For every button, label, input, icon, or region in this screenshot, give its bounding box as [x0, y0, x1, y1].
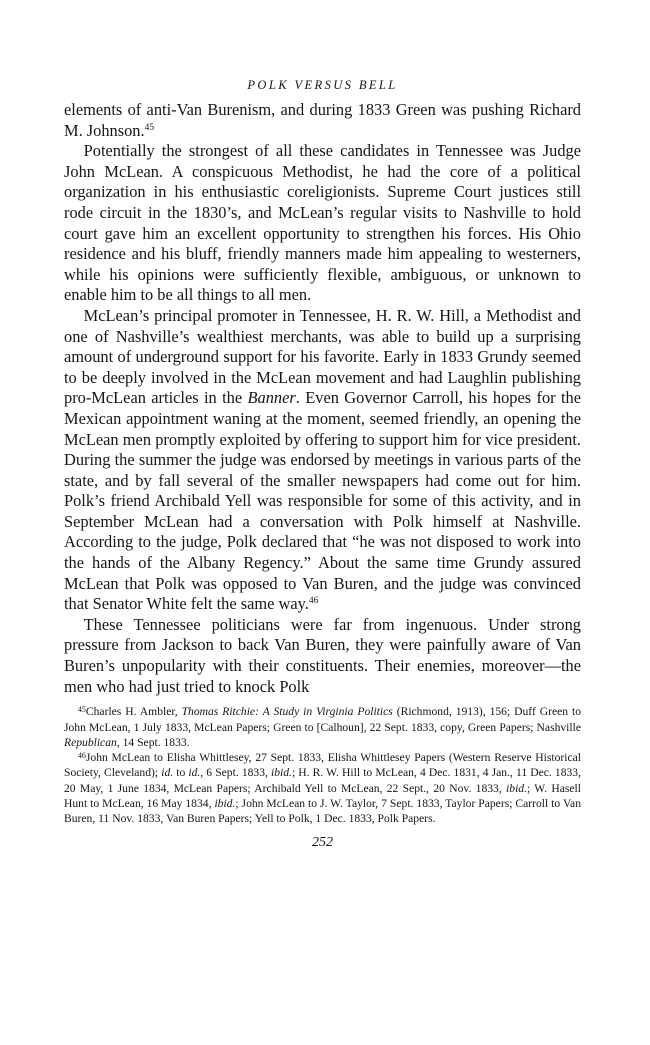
page-number: 252: [312, 834, 333, 850]
text-run: to: [173, 766, 189, 780]
text-run: ; H. R. W. Hill to McLean, 4 Dec. 1831, 4 Jan., 11 Dec. 1833, 20 May, 1 June 1834, McLean Papers; Archibald Yell to McLean, 22 Sept., 20 Nov. 1833,: [64, 766, 581, 795]
text-run: Charles H. Ambler,: [85, 705, 182, 719]
paragraph: [64, 100, 581, 141]
paragraph: [64, 306, 581, 615]
running-head: POLK VERSUS BELL: [247, 78, 398, 92]
italic-text: ibid.: [271, 766, 292, 780]
italic-text: ibid.: [214, 797, 236, 810]
footnote-reference: 46: [308, 596, 319, 607]
paragraph: [64, 615, 581, 697]
italic-text: Banner: [247, 388, 296, 408]
italic-text: Thomas Ritchie: A Study in Virginia Politics: [181, 705, 393, 719]
text-run: ; John McLean to J. W. Taylor, 7 Sept. 1833, Taylor Papers; Carroll to Van Buren, 11 Nov. 1833, Van Buren Papers; Yell to Polk, 1 Dec. 1833, Polk Papers.: [64, 797, 581, 826]
text-run: . Even Governor Carroll, his hopes for the Mexican appointment waning at the moment, seemed friendly, an opening the McLean men promptly exploited by offering to support him for vice president. During the summer the judge was endorsed by meetings in various parts of the state, and by fall several of the smaller newspapers had come out for him. Polk’s friend Archibald Yell was responsible for some of this activity, and in September McLean had a conversation with Polk himself at Nashville. According to the judge, Polk declared that “he was not disposed to work into the hands of the Albany Regency.” About the same time Grundy assured McLean that Polk was opposed to Van Buren, and the judge was convinced that Senator White felt the same way.: [64, 388, 582, 614]
text-run: (Richmond, 1913), 156; Duff Green to John McLean, 1 July 1833, McLean Papers; Green to [Calhoun], 22 Sept. 1833, copy, Green Papers; Nashville: [64, 705, 582, 734]
footnote: [64, 750, 581, 826]
italic-text: id.: [188, 766, 201, 780]
footnotes: [64, 704, 581, 826]
text-run: McLean’s principal promoter in Tennessee, H. R. W. Hill, a Methodist and one of Nashville’s wealthiest merchants, was able to build up a surprising amount of underground support for his favorite. Early in 1833 Grundy seemed to be deeply involved in the McLean movement and had Laughlin publishing pro-McLean articles in the: [64, 305, 581, 408]
footnote-number: 45: [77, 705, 86, 715]
paragraph: [64, 141, 581, 306]
text-run: elements of anti-Van Burenism, and during 1833 Green was pushing Richard M. Johnson.: [64, 100, 581, 140]
footnote-reference: 45: [144, 122, 155, 133]
text-run: , 14 Sept. 1833.: [116, 735, 190, 749]
text-run: ; W. Hasell Hunt to McLean, 16 May 1834,: [64, 781, 581, 810]
text-run: These Tennessee politicians were far from ingenuous. Under strong pressure from Jackson to back Van Buren, they were painfully aware of Van Buren’s unpopularity with their constituents. Their enemies, moreover—the men who had just tried to knock Polk: [64, 614, 581, 696]
italic-text: id.: [161, 766, 174, 780]
italic-text: Republican: [64, 735, 117, 749]
text-run: Potentially the strongest of all these candidates in Tennessee was Judge John McLean. A conspicuous Methodist, he had the core of a political organization in his enthusiastic coreligionists. Supreme Court justices still rode circuit in the 1830’s, and McLean’s regular visits to Nashville to hold court gave him an excellent opportunity to strengthen his forces. His Ohio residence and his bluff, friendly manners made him appealing to westerners, while his opinions were sufficiently flexible, ambiguous, or unknown to enable him to be all things to all men.: [64, 141, 581, 305]
footnote-number: 46: [77, 751, 86, 761]
text-run: John McLean to Elisha Whittlesey, 27 Sept. 1833, Elisha Whittlesey Papers (Western Reserve Historical Society, Cleveland);: [64, 751, 581, 780]
footnote: [64, 704, 581, 750]
text-run: , 6 Sept. 1833,: [200, 766, 272, 780]
book-page: [64, 78, 581, 851]
body-text: [64, 100, 581, 697]
italic-text: ibid.: [506, 781, 527, 795]
